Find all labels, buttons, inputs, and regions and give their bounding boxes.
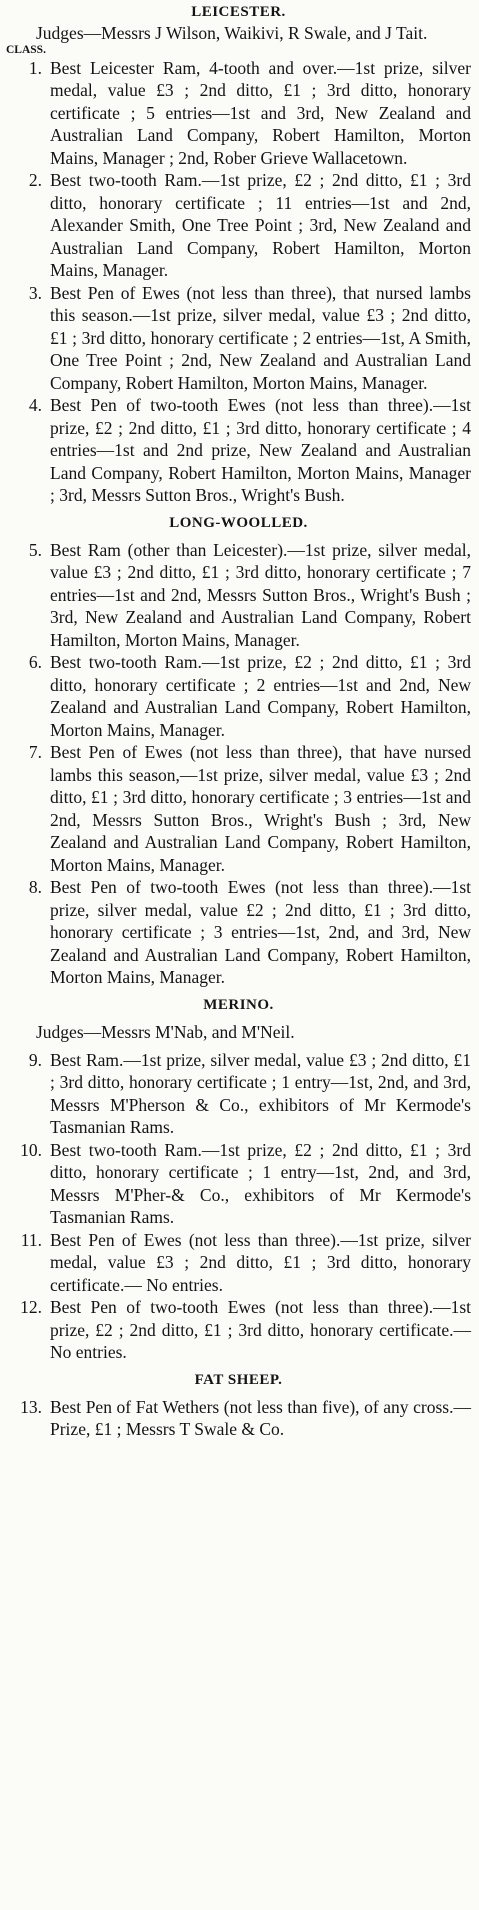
entry-text: Best Leicester Ram, 4-tooth and over.—1st prize, silver medal, value £3 ; 2nd ditto, £1 ; 3rd ditto, honorary certificate ; 5 entries—1st and 3rd, New Zealand and Australian Land Company, Robert Hamilton, Morton Mains, Manager ; 2nd, Rober Grieve Wallacetown. <box>50 57 471 168</box>
entry-text: Best Pen of Fat Wethers (not less than five), of any cross.—Prize, £1 ; Messrs T Swale & Co. <box>50 1396 471 1439</box>
entry-text: Best Pen of Ewes (not less than three), that have nursed lambs this season,—1st prize, silver medal, value £3 ; 2nd ditto, £1 ; 3rd ditto, honorary certificate ; 3 entries—1st and 2nd, Messrs Sutton Bros., Wright's Bush ; 3rd, New Zealand and Australian Land Company, Robert Hamilton, Morton Mains, Manager. <box>50 742 471 875</box>
entry-text: Best two-tooth Ram.—1st prize, £2 ; 2nd ditto, £1 ; 3rd ditto, honorary certificate ; 11 entries—1st and 2nd, Alexander Smith, One Tree Point ; 3rd, New Zealand and Australian Land Company, Robert Hamilton, Morton Mains, Manager. <box>50 170 471 280</box>
entry-number: 9. <box>28 1049 42 1070</box>
class-entry-12 <box>6 1296 471 1364</box>
class-entry-1 <box>6 57 471 170</box>
entry-number: 13. <box>20 1396 42 1417</box>
class-entry-2 <box>6 169 471 282</box>
class-entry-13 <box>6 1396 471 1441</box>
entry-number: 1. <box>28 57 42 78</box>
section-heading-merino: MERINO. <box>203 996 274 1013</box>
entry-text: Best Pen of two-tooth Ewes (not less than three).—1st prize, £2 ; 2nd ditto, £1 ; 3rd ditto, honorary certificate ; 4 entries—1st and 2nd prize, New Zealand and Australian Land Company, Robert Hamilton, Morton Mains, Manager ; 3rd, Messrs Sutton Bros., Wright's Bush. <box>50 395 471 505</box>
class-entry-6 <box>6 651 471 741</box>
class-entry-4 <box>6 394 471 507</box>
section-heading-long-woolled: LONG-WOOLLED. <box>169 514 308 531</box>
class-entry-10 <box>6 1139 471 1229</box>
entry-number: 8. <box>28 877 42 897</box>
entry-number: 2. <box>28 170 42 190</box>
entry-number: 6. <box>28 652 42 672</box>
entry-text: Best Ram (other than Leicester).—1st prize, silver medal, value £3 ; 2nd ditto, £1 ; 3rd ditto, honorary certificate ; 7 entries—1st and 2nd, Messrs Sutton Bros., Wright's Bush ; 3rd, New Zealand and Australian Land Company, Robert Hamilton, Morton Mains, Manager. <box>50 539 471 650</box>
entry-text: Best Pen of Ewes (not less than three), that nursed lambs this season.—1st prize, silver medal, value £3 ; 2nd ditto, £1 ; 3rd ditto, honorary certificate ; 2 entries—1st, A Smith, One Tree Point ; 2nd, New Zealand and Australian Land Company, Robert Hamilton, Morton Mains, Manager. <box>50 282 471 393</box>
entry-text: Best Pen of two-tooth Ewes (not less than three).—1st prize, silver medal, value £2 ; 2nd ditto, £1 ; 3rd ditto, honorary certificate ; 3 entries—1st, 2nd, and 3rd, New Zealand and Australian Land Company, Robert Hamilton, Morton Mains, Manager. <box>50 877 471 987</box>
class-entry-5 <box>6 539 471 652</box>
class-entry-3 <box>6 282 471 395</box>
entry-number: 5. <box>28 539 42 560</box>
class-entry-7 <box>6 741 471 876</box>
section-heading-fat-sheep: FAT SHEEP. <box>194 1371 283 1388</box>
entry-text: Best Pen of Ewes (not less than three).—1st prize, silver medal, value £3 ; 2nd ditto, £1 ; 3rd ditto, honorary certificate.— No entries. <box>50 1229 471 1295</box>
entry-number: 3. <box>28 282 42 303</box>
class-label: CLASS. <box>6 43 46 56</box>
class-entry-8 <box>6 876 471 989</box>
class-entry-11 <box>6 1229 471 1297</box>
entry-text: Best Pen of two-tooth Ewes (not less than three).—1st prize, £2 ; 2nd ditto, £1 ; 3rd ditto, honorary certificate.—No entries. <box>50 1297 471 1362</box>
entry-text: Best Ram.—1st prize, silver medal, value £3 ; 2nd ditto, £1 ; 3rd ditto, honorary certificate ; 1 entry—1st, 2nd, and 3rd, Messrs M'Pherson & Co., exhibitors of Mr Kermode's Tasmanian Rams. <box>50 1049 471 1137</box>
class-entry-9 <box>6 1049 471 1139</box>
entry-number: 12. <box>20 1297 42 1317</box>
entry-number: 4. <box>28 395 42 415</box>
entry-number: 7. <box>28 742 42 762</box>
entry-number: 10. <box>20 1139 42 1160</box>
judges-line: Judges—Messrs J Wilson, Waikivi, R Swale, and J Tait. <box>36 23 428 43</box>
judges-line: Judges—Messrs M'Nab, and M'Neil. <box>36 1021 295 1042</box>
entry-number: 11. <box>20 1229 42 1250</box>
entry-text: Best two-tooth Ram.—1st prize, £2 ; 2nd ditto, £1 ; 3rd ditto, honorary certificate ; 2 entries—1st and 2nd, New Zealand and Australian Land Company, Robert Hamilton, Morton Mains, Manager. <box>50 652 471 740</box>
entry-text: Best two-tooth Ram.—1st prize, £2 ; 2nd ditto, £1 ; 3rd ditto, honorary certificate ; 1 entry—1st, 2nd, and 3rd, Messrs M'Pher-& Co., exhibitors of Mr Kermode's Tasmanian Rams. <box>50 1139 471 1227</box>
section-heading-leicester: LEICESTER. <box>191 4 286 20</box>
